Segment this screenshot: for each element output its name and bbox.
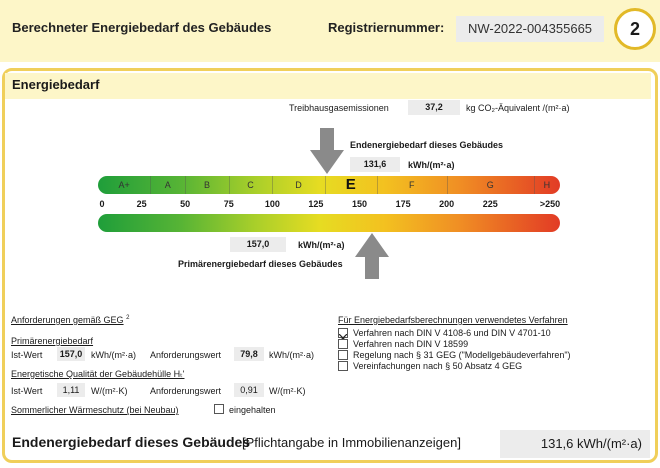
requirements-footnote: 2 — [126, 315, 130, 321]
ist-value-2: 1,11 — [57, 383, 85, 397]
requirement-value-label: Anforderungswert — [150, 350, 222, 360]
energy-class-h: H — [543, 180, 551, 190]
methods-heading-text: Für Energiebedarfsberechnungen verwendetes Verfahren — [338, 315, 568, 325]
requirement-value-2: 0,91 — [234, 383, 264, 397]
method-checkbox[interactable] — [338, 361, 348, 371]
method-checkbox[interactable] — [338, 350, 348, 360]
method-checkbox[interactable] — [338, 328, 348, 338]
primary-energy-arrow-icon — [355, 233, 389, 279]
emissions-unit: kg CO₂-Äquivalent /(m²·a) — [466, 103, 570, 113]
primary-heading-text: Primärenergiebedarf — [11, 336, 94, 346]
energy-scale — [98, 176, 560, 194]
ist-value-2-label: Ist-Wert — [11, 386, 43, 396]
scale-tick: 0 — [99, 199, 105, 209]
requirement-value-2-unit: W/(m²·K) — [269, 386, 306, 396]
summer-protection-check-label: eingehalten — [229, 405, 276, 415]
panel-title: Energiebedarf — [12, 77, 100, 92]
scale-tick: 100 — [264, 199, 280, 209]
primary-energy-value: 157,0 — [230, 237, 286, 252]
energy-class-d: D — [272, 176, 325, 194]
end-energy-value: 131,6 — [350, 157, 400, 172]
method-label: Regelung nach § 31 GEG ("Modellgebäudeverfahren") — [353, 350, 571, 360]
summer-protection-label — [11, 405, 179, 415]
requirement-value-2-label: Anforderungswert — [150, 386, 222, 396]
registration-number: NW-2022-004355665 — [456, 16, 604, 42]
quality-heading-text: Energetische Qualität der Gebäudehülle Hₜ' — [11, 369, 185, 379]
registration-label: Registriernummer: — [328, 20, 445, 35]
ist-value-label: Ist-Wert — [11, 350, 43, 360]
summer-protection-text: Sommerlicher Wärmeschutz (bei Neubau) — [11, 405, 179, 415]
bottom-title: Endenergiebedarf dieses Gebäudes — [12, 434, 251, 450]
bottom-subtitle: [Pflichtangabe in Immobilienanzeigen] — [242, 435, 461, 450]
method-label: Verfahren nach DIN V 18599 — [353, 339, 469, 349]
method-checkbox[interactable] — [338, 339, 348, 349]
page-title: Berechneter Energiebedarf des Gebäudes — [12, 20, 272, 35]
primary-heading — [11, 336, 93, 346]
scale-tick: 225 — [482, 199, 498, 209]
energy-class-a: A — [150, 176, 186, 194]
energy-class-e: E — [325, 176, 378, 194]
primary-energy-scale — [98, 214, 560, 232]
scale-tick: 25 — [136, 199, 147, 209]
end-energy-unit: kWh/(m²·a) — [408, 160, 455, 170]
scale-tick: 125 — [308, 199, 324, 209]
requirements-heading — [11, 315, 129, 325]
primary-energy-unit: kWh/(m²·a) — [298, 240, 345, 250]
method-label: Verfahren nach DIN V 4108-6 und DIN V 4701-10 — [353, 328, 551, 338]
ist-value: 157,0 — [57, 347, 85, 361]
methods-heading — [338, 315, 568, 325]
ist-value-2-unit: W/(m²·K) — [91, 386, 128, 396]
scale-tick: 150 — [351, 199, 368, 209]
emissions-value: 37,2 — [408, 100, 460, 115]
scale-tick: >250 — [539, 199, 561, 209]
requirement-value-unit: kWh/(m²·a) — [269, 350, 314, 360]
panel-header — [5, 73, 651, 99]
energy-class-c: C — [229, 176, 274, 194]
scale-tick: 50 — [180, 199, 191, 209]
energy-class-f: F — [377, 176, 448, 194]
requirement-value: 79,8 — [234, 347, 264, 361]
requirements-heading-text: Anforderungen gemäß GEG — [11, 315, 124, 325]
scale-tick: 200 — [439, 199, 455, 209]
energy-class-b: B — [185, 176, 230, 194]
energy-class-aplus: A+ — [98, 176, 151, 194]
energy-class-g: G — [447, 176, 535, 194]
method-label: Vereinfachungen nach § 50 Absatz 4 GEG — [353, 361, 523, 371]
page-number-badge: 2 — [614, 8, 656, 50]
end-energy-arrow-icon — [310, 128, 344, 174]
ist-value-unit: kWh/(m²·a) — [91, 350, 136, 360]
scale-tick: 175 — [395, 199, 411, 209]
bottom-value: 131,6 kWh/(m²·a) — [500, 430, 650, 458]
end-energy-label: Endenergiebedarf dieses Gebäudes — [350, 140, 504, 150]
emissions-label: Treibhausgasemissionen — [289, 103, 389, 113]
scale-tick: 75 — [223, 199, 234, 209]
summer-protection-checkbox[interactable] — [214, 404, 224, 414]
quality-heading — [11, 369, 184, 380]
primary-energy-label: Primärenergiebedarf dieses Gebäudes — [178, 259, 343, 269]
